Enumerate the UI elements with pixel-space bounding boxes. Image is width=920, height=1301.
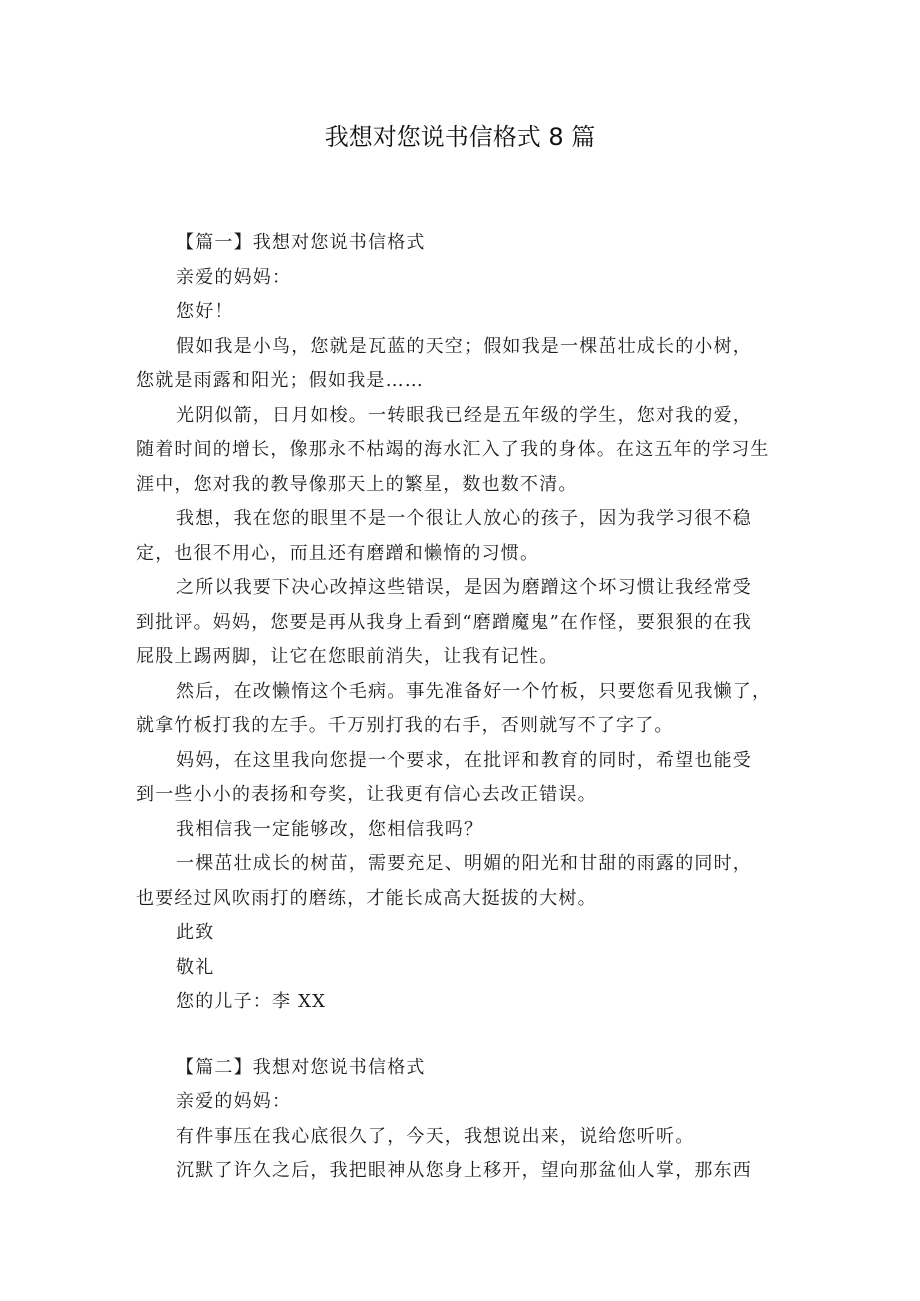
paragraph-line: 亲爱的妈妈：	[176, 266, 292, 288]
paragraph-line: 妈妈，在这里我向您提一个要求，在批评和教育的同时，希望也能受	[176, 749, 752, 771]
paragraph-line: 到批评。妈妈，您要是再从我身上看到“磨蹭魔鬼”在作怪，要狠狠的在我	[136, 611, 753, 633]
paragraph-line: 屁股上踢两脚，让它在您眼前消失，让我有记性。	[136, 646, 559, 667]
paragraph-line: 涯中，您对我的教导像那天上的繁星，数也数不清。	[136, 473, 578, 495]
paragraph-line: 光阴似箭，日月如梭。一转眼我已经是五年级的学生，您对我的爱，	[176, 404, 752, 426]
section-heading: 【篇一】我想对您说书信格式	[176, 232, 426, 253]
paragraph-line: 您好！	[176, 301, 234, 322]
paragraph-line: 之所以我要下决心改掉这些错误，是因为磨蹭这个坏习惯让我经常受	[176, 577, 752, 598]
section-heading: 【篇二】我想对您说书信格式	[176, 1056, 426, 1078]
section-gap	[136, 1020, 790, 1051]
paragraph-line: 定，也很不用心，而且还有磨蹭和懒惰的习惯。	[136, 542, 540, 564]
paragraph-line: 就拿竹板打我的左手。千万别打我的右手，否则就写不了字了。	[136, 715, 674, 736]
paragraph-line: 亲爱的妈妈：	[176, 1091, 292, 1112]
paragraph-line: 此致	[176, 922, 215, 943]
paragraph-line: 沉默了许久之后，我把眼神从您身上移开，望向那盆仙人掌，那东西	[176, 1160, 752, 1181]
paragraph-line: 到一些小小的表扬和夸奖，让我更有信心去改正错误。	[136, 784, 597, 805]
paragraph-line: 一棵茁壮成长的树苗，需要充足、明媚的阳光和甘甜的雨露的同时，	[176, 853, 752, 874]
paragraph-line: 您的儿子：李 XX	[176, 991, 327, 1012]
paragraph-line: 随着时间的增长，像那永不枯竭的海水汇入了我的身体。在这五年的学习生	[136, 439, 770, 460]
document-title: 我想对您说书信格式 8 篇	[324, 123, 596, 151]
paragraph-line: 敬礼	[176, 956, 215, 978]
paragraph-line: 假如我是小鸟，您就是瓦蓝的天空；假如我是一棵茁壮成长的小树，	[176, 335, 752, 357]
paragraph-line: 也要经过风吹雨打的磨练，才能长成高大挺拔的大树。	[136, 887, 597, 909]
paragraph-line: 我相信我一定能够改，您相信我吗？	[176, 818, 484, 840]
paragraph-line: 我想，我在您的眼里不是一个很让人放心的孩子，因为我学习很不稳	[176, 508, 752, 529]
paragraph-line: 然后，在改懒惰这个毛病。事先准备好一个竹板，只要您看见我懒了，	[176, 680, 772, 702]
paragraph-line: 您就是雨露和阳光；假如我是……	[136, 370, 424, 391]
document-body	[136, 226, 790, 1189]
paragraph-line: 有件事压在我心底很久了，今天，我想说出来，说给您听听。	[176, 1125, 695, 1147]
